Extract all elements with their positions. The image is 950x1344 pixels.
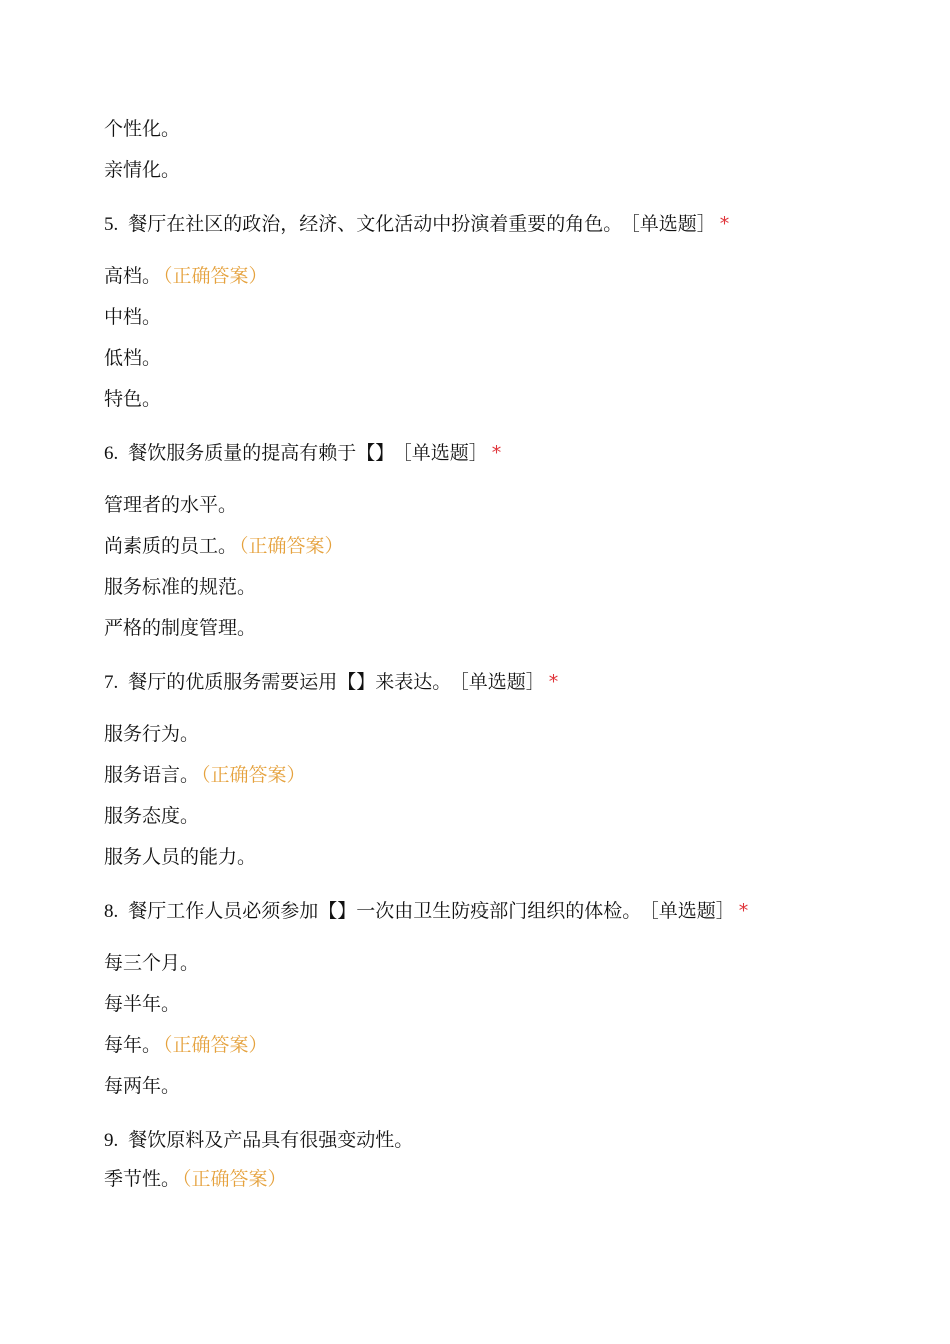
option-text: 服务标准的规范。 [104, 576, 257, 598]
option-item [104, 1167, 287, 1191]
option-text: 中档。 [104, 306, 162, 328]
option-item [104, 305, 161, 329]
required-mark: * [491, 442, 502, 464]
option-item [104, 158, 180, 182]
correct-answer-label: （正确答案） [182, 1168, 287, 1190]
question-type: ［单选题］ [649, 900, 735, 922]
option-text: 每年。 [104, 1034, 162, 1056]
option-text: 个性化。 [104, 118, 181, 140]
option-item [104, 951, 199, 975]
question-number: 6. [104, 443, 119, 464]
question-title [104, 670, 558, 695]
question-text: 餐饮原料及产品具有很强变动性。 [128, 1129, 414, 1151]
option-text: 服务语言。 [104, 764, 200, 786]
option-item [104, 1033, 268, 1057]
option-item [104, 493, 237, 517]
option-item [104, 616, 256, 640]
option-item [104, 346, 161, 370]
required-mark: * [548, 671, 559, 693]
question-number: 7. [104, 672, 119, 693]
question-number: 5. [104, 214, 119, 235]
question-number: 9. [104, 1130, 119, 1151]
option-text: 每两年。 [104, 1075, 181, 1097]
question-text: 餐饮服务质量的提高有赖于【】 [128, 442, 395, 464]
correct-answer-label: （正确答案） [201, 764, 306, 786]
option-text: 高档。 [104, 265, 162, 287]
option-text: 每三个月。 [104, 952, 200, 974]
required-mark: * [719, 213, 730, 235]
option-item [104, 534, 344, 558]
option-item [104, 264, 268, 288]
option-item [104, 387, 161, 411]
correct-answer-label: （正确答案） [239, 535, 344, 557]
option-item [104, 992, 180, 1016]
option-text: 亲情化。 [104, 159, 181, 181]
option-text: 服务行为。 [104, 723, 200, 745]
option-text: 尚素质的员工。 [104, 535, 238, 557]
option-item [104, 575, 256, 599]
question-text: 餐厅的优质服务需要运用【】来表达。 [128, 671, 452, 693]
required-mark: * [738, 900, 749, 922]
option-item [104, 117, 180, 141]
option-text: 特色。 [104, 388, 162, 410]
option-text: 服务态度。 [104, 805, 200, 827]
option-text: 季节性。 [104, 1168, 181, 1190]
option-item [104, 804, 199, 828]
option-text: 每半年。 [104, 993, 181, 1015]
question-type: ［单选题］ [630, 213, 716, 235]
option-text: 严格的制度管理。 [104, 617, 257, 639]
question-type: ［单选题］ [402, 442, 488, 464]
correct-answer-label: （正确答案） [163, 265, 268, 287]
question-text: 餐厅工作人员必须参加【】一次由卫生防疫部门组织的体检。 [128, 900, 642, 922]
option-text: 低档。 [104, 347, 162, 369]
question-number: 8. [104, 901, 119, 922]
question-title [104, 899, 748, 924]
question-type: ［单选题］ [459, 671, 545, 693]
option-text: 管理者的水平。 [104, 494, 238, 516]
question-title [104, 441, 501, 466]
question-text: 餐厅在社区的政治，经济、文化活动中扮演着重要的角色。 [128, 213, 623, 235]
question-title [104, 212, 729, 237]
question-title [104, 1128, 413, 1153]
option-item [104, 1074, 180, 1098]
correct-answer-label: （正确答案） [163, 1034, 268, 1056]
option-item [104, 763, 306, 787]
option-text: 服务人员的能力。 [104, 846, 257, 868]
option-item [104, 845, 256, 869]
option-item [104, 722, 199, 746]
